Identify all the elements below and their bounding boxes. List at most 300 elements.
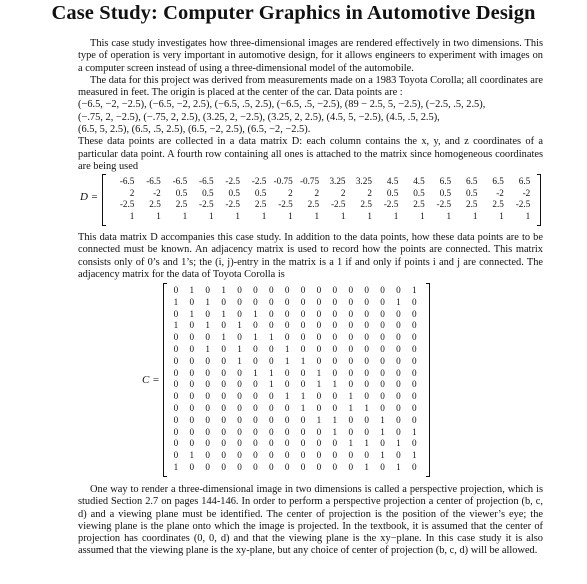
matrix-d-cell: -2.5 (119, 199, 135, 210)
matrix-d-cell: 2.5 (492, 199, 504, 210)
matrix-c-cell: 0 (173, 332, 179, 343)
matrix-c-cell: 1 (284, 343, 290, 354)
matrix-c-cell: 1 (364, 438, 369, 449)
matrix-c-cell: 0 (380, 367, 385, 378)
matrix-c-cell: 1 (332, 414, 338, 425)
matrix-c-cell: 0 (348, 355, 354, 366)
matrix-d-cell: 2.5 (465, 199, 478, 210)
matrix-c-cell: 0 (268, 438, 274, 449)
matrix-c-cell: 1 (364, 402, 369, 413)
matrix-c-cell: 0 (396, 367, 401, 378)
matrix-c-cell: 0 (173, 367, 179, 378)
matrix-c-cell: 1 (237, 355, 242, 366)
matrix-c-cell: 0 (189, 320, 195, 331)
matrix-c-cell: 0 (364, 296, 369, 307)
matrix-c-cell: 0 (205, 461, 211, 472)
matrix-c-cell: 0 (380, 308, 385, 319)
matrix-c-cell: 1 (396, 438, 401, 449)
matrix-c-cell: 0 (412, 308, 417, 319)
intro-section (78, 38, 543, 173)
matrix-c-cell: 0 (316, 402, 322, 413)
matrix-d-cell: -2 (496, 187, 504, 198)
matrix-c-cell: 0 (316, 308, 322, 319)
matrix-c-cell: 0 (396, 379, 401, 390)
matrix-d-cell: -2.5 (436, 199, 452, 210)
matrix-c-row (168, 391, 422, 403)
matrix-d-cell: -2 (522, 187, 531, 198)
matrix-c-cell: 1 (380, 426, 385, 437)
data-points-line: (−6.5, −2, −2.5), (−6.5, −2, 2.5), (−6.5, .5, 2.5), (−6.5, .5, −2.5), (89 − 2.5, 5, −2.5), (−2.5, .5, 2.5), (78, 99, 486, 111)
matrix-c-cell: 0 (332, 332, 338, 343)
matrix-d-cell: 6.5 (439, 176, 452, 186)
matrix-d-cell: 1 (261, 210, 267, 221)
matrix-d-table (108, 176, 530, 222)
matrix-c-cell: 0 (189, 332, 195, 343)
matrix-c-cell: 1 (189, 285, 195, 295)
matrix-c-cell: 0 (189, 402, 195, 413)
matrix-c-cell: 1 (364, 461, 369, 472)
matrix-c-cell: 0 (173, 438, 179, 449)
matrix-c-cell: 0 (253, 391, 258, 402)
matrix-c-cell: 0 (253, 355, 258, 366)
matrix-c-cell: 1 (253, 332, 258, 343)
matrix-c-cell: 0 (268, 402, 274, 413)
matrix-d-cell: 0.5 (254, 187, 267, 198)
matrix-c-cell: 0 (396, 426, 401, 437)
matrix-c-cell: 0 (268, 414, 274, 425)
matrix-d-cell: 4.5 (413, 176, 425, 186)
matrix-c-row (168, 403, 422, 415)
matrix-d-cell: 2.5 (360, 199, 372, 210)
matrix-c-cell: 1 (412, 285, 417, 295)
matrix-c-cell: 0 (300, 285, 306, 295)
matrix-c-cell: 0 (364, 379, 369, 390)
matrix-c-cell: 0 (173, 414, 179, 425)
matrix-c-cell: 0 (284, 332, 290, 343)
matrix-c-cell: 0 (316, 391, 322, 402)
matrix-c-cell: 1 (316, 367, 322, 378)
matrix-c-cell: 0 (253, 343, 258, 354)
matrix-c-cell: 0 (348, 308, 354, 319)
matrix-d-cell: -6.5 (146, 176, 161, 186)
matrix-d-cell: 1 (446, 210, 452, 221)
matrix-c-row (168, 368, 422, 380)
matrix-c-cell: 0 (221, 461, 226, 472)
matrix-c-cell: 0 (237, 308, 242, 319)
data-points-line: (−.75, 2, −2.5), (−.75, 2, 2.5), (3.25, 2, −2.5), (3.25, 2, 2.5), (4.5, 5, −2.5), (4.5, .5, 2.5), (78, 111, 440, 123)
matrix-d-cell: 2.5 (307, 199, 320, 210)
matrix-c-row (168, 427, 422, 439)
matrix-c-cell: 0 (221, 426, 226, 437)
matrix-c-cell: 0 (237, 402, 242, 413)
projection-paragraph: One way to render a three-dimensional image in two dimensions is called a perspective projection, which is studied Section 2.7 on pages 144-146. In order to perform a perspective projection a center of projection (b, c, d) and a viewing plane must be identified. The center of projection is the position of the viewer’s eye; the viewing plane is the plane onto which the image is projected. In the textbook, it is assumed that the center of projection has coordinates (0, 0, d) and that the viewing plane is the xy−plane. In this case study it is also assumed that the viewing plane is the xy-plane, but any choice of center of projection (b, c, d) will be allowed. (78, 484, 543, 557)
matrix-c-row (168, 438, 422, 450)
matrix-c-cell: 0 (364, 367, 369, 378)
matrix-c-cell: 0 (316, 461, 322, 472)
matrix-c-cell: 0 (348, 332, 354, 343)
matrix-c-cell: 1 (268, 379, 274, 390)
matrix-c-cell: 1 (221, 308, 226, 319)
matrix-c-cell: 1 (348, 438, 354, 449)
matrix-c-cell: 0 (189, 379, 195, 390)
matrix-c-cell: 0 (364, 450, 369, 461)
matrix-c-cell: 1 (237, 343, 242, 354)
matrix-c-cell: 0 (380, 379, 385, 390)
matrix-c-cell: 0 (348, 296, 354, 307)
matrix-c-cell: 0 (268, 285, 274, 295)
matrix-c-cell: 0 (205, 391, 211, 402)
matrix-d-cell: 6.5 (465, 176, 478, 186)
matrix-c-cell: 1 (412, 450, 417, 461)
matrix-c-cell: 0 (364, 426, 369, 437)
matrix-c-cell: 1 (316, 379, 322, 390)
matrix-c-cell: 0 (237, 332, 242, 343)
matrix-c-cell: 0 (412, 332, 417, 343)
matrix-c-cell: 0 (237, 285, 242, 295)
matrix-d-cell: 1 (314, 210, 320, 221)
matrix-c-cell: 0 (332, 285, 338, 295)
matrix-c-cell: 0 (364, 343, 369, 354)
matrix-c-cell: 0 (253, 438, 258, 449)
matrix-d-cell: 6.5 (492, 176, 504, 186)
matrix-c-cell: 1 (332, 379, 338, 390)
matrix-d-cell: 1 (182, 210, 188, 221)
matrix-c-cell: 0 (237, 391, 242, 402)
matrix-c-cell: 0 (284, 367, 290, 378)
matrix-c-cell: 0 (284, 450, 290, 461)
matrix-d-cell: 3.25 (329, 176, 346, 186)
matrix-d-cell: 2 (314, 187, 320, 198)
matrix-c-cell: 0 (396, 308, 401, 319)
matrix-c-cell: 0 (205, 426, 211, 437)
matrix-c-row (168, 462, 422, 474)
matrix-c-cell: 0 (332, 438, 338, 449)
matrix-c-cell: 1 (173, 320, 179, 331)
matrix-c-row (168, 332, 422, 344)
matrix-c-cell: 1 (412, 426, 417, 437)
matrix-c-cell: 0 (348, 367, 354, 378)
matrix-c-cell: 0 (348, 450, 354, 461)
matrix-d-cell: -2.5 (278, 199, 293, 210)
matrix-c-cell: 0 (237, 438, 242, 449)
matrix-c-cell: 0 (189, 438, 195, 449)
matrix-c-cell: 0 (205, 402, 211, 413)
matrix-c-cell: 0 (189, 461, 195, 472)
matrix-c-cell: 0 (396, 332, 401, 343)
matrix-d-right-bracket (537, 174, 541, 226)
matrix-c-cell: 0 (268, 296, 274, 307)
matrix-c-row (168, 450, 422, 462)
matrix-d-cell: -6.5 (119, 176, 135, 186)
matrix-c-cell: 0 (284, 461, 290, 472)
matrix-c-cell: 1 (348, 402, 354, 413)
matrix-c-cell: 0 (205, 355, 211, 366)
matrix-c-cell: 1 (284, 355, 290, 366)
matrix-c-cell: 0 (412, 391, 417, 402)
matrix-d-cell: 0.5 (439, 187, 452, 198)
matrix-c-cell: 0 (221, 355, 226, 366)
matrix-c-cell: 0 (412, 320, 417, 331)
matrix-c-cell: 0 (221, 343, 226, 354)
matrix-c-cell: 0 (396, 450, 401, 461)
matrix-c-cell: 0 (332, 355, 338, 366)
matrix-c-cell: 0 (237, 414, 242, 425)
matrix-c-cell: 1 (221, 285, 226, 295)
matrix-d-cell: -2.5 (199, 199, 214, 210)
matrix-d-cell: 2 (340, 187, 346, 198)
matrix-c-cell: 1 (284, 391, 290, 402)
matrix-d-cell: 0.5 (202, 187, 214, 198)
matrix-c-cell: 0 (316, 343, 322, 354)
matrix-c-cell: 0 (316, 320, 322, 331)
matrix-d-cell: 1 (420, 210, 425, 221)
matrix-c-cell: 1 (316, 414, 322, 425)
matrix-d-cell: -2.5 (225, 199, 240, 210)
matrix-d-cell: 4.5 (386, 176, 399, 186)
matrix-c-cell: 0 (348, 320, 354, 331)
matrix-c-label: C = (142, 374, 160, 386)
matrix-c-cell: 0 (237, 296, 242, 307)
matrix-c-cell: 0 (300, 461, 306, 472)
matrix-c-cell: 0 (253, 461, 258, 472)
matrix-c-cell: 0 (348, 426, 354, 437)
matrix-c-cell: 0 (332, 450, 338, 461)
matrix-c-cell: 0 (300, 308, 306, 319)
matrix-c-cell: 0 (268, 343, 274, 354)
matrix-c-cell: 0 (412, 414, 417, 425)
matrix-c-cell: 0 (380, 391, 385, 402)
matrix-d-cell: -2.5 (225, 176, 240, 186)
matrix-c-cell: 0 (253, 296, 258, 307)
matrix-c-cell: 0 (189, 355, 195, 366)
matrix-c-cell: 0 (221, 367, 226, 378)
matrix-c-cell: 0 (396, 391, 401, 402)
matrix-c-cell: 1 (205, 296, 211, 307)
matrix-c-cell: 0 (316, 285, 322, 295)
matrix-c-cell: 0 (173, 285, 179, 295)
matrix-c-cell: 0 (364, 414, 369, 425)
matrix-c-cell: 1 (221, 332, 226, 343)
matrix-c-cell: 0 (380, 332, 385, 343)
matrix-d-row (108, 211, 530, 223)
matrix-c-cell: 0 (380, 461, 385, 472)
intro-paragraph: This case study investigates how three-dimensional images are rendered effectively in two dimensions. This type of operation is very important in automotive design, for it allows engineers to experiment with images on a computer screen instead of using a three-dimensional model of the automobile. (78, 38, 543, 74)
matrix-c-row (168, 309, 422, 321)
matrix-c-cell: 0 (380, 343, 385, 354)
matrix-c-cell: 0 (396, 402, 401, 413)
matrix-c-cell: 0 (332, 343, 338, 354)
matrix-c-cell: 0 (205, 450, 211, 461)
matrix-c-cell: 1 (268, 367, 274, 378)
matrix-d-cell: 6.5 (518, 176, 531, 186)
matrix-c-cell: 0 (412, 343, 417, 354)
matrix-d-cell: -2 (153, 187, 161, 198)
matrix-d-cell: 1 (499, 210, 504, 221)
matrix-c-cell: 0 (284, 426, 290, 437)
matrix-c-cell: 0 (332, 367, 338, 378)
matrix-c-cell: 0 (364, 308, 369, 319)
page-title: Case Study: Computer Graphics in Automotive Design (51, 2, 536, 24)
matrix-d-cell: 1 (129, 210, 135, 221)
matrix-c-cell: 0 (332, 461, 338, 472)
matrix-c-cell: 0 (332, 296, 338, 307)
matrix-c-cell: 0 (205, 379, 211, 390)
matrix-c-cell: 0 (173, 308, 179, 319)
matrix-c-cell: 0 (284, 379, 290, 390)
matrix-c-cell: 0 (284, 308, 290, 319)
matrix-c-cell: 0 (173, 343, 179, 354)
matrix-c-cell: 0 (396, 285, 401, 295)
matrix-c-cell: 1 (396, 296, 401, 307)
matrix-c-cell: 0 (221, 450, 226, 461)
matrix-c-cell: 0 (412, 355, 417, 366)
matrix-d-cell: 1 (235, 210, 240, 221)
matrix-c-cell: 0 (332, 308, 338, 319)
matrix-c-cell: 0 (300, 379, 306, 390)
matrix-c-cell: 1 (348, 391, 354, 402)
matrix-c-cell: 0 (316, 296, 322, 307)
matrix-c-cell: 1 (380, 414, 385, 425)
matrix-c-cell: 0 (205, 367, 211, 378)
matrix-c-cell: 0 (396, 355, 401, 366)
matrix-c-cell: 0 (173, 379, 179, 390)
matrix-c-cell: 0 (221, 320, 226, 331)
matrix-c-cell: 0 (348, 461, 354, 472)
matrix-c-cell: 0 (348, 414, 354, 425)
adjacency-paragraph: This data matrix D accompanies this case study. In addition to the data points, how these data points are to be connected must be known. An adjacency matrix is used to record how the points are connected. This matrix consists only of 0’s and 1’s; the (i, j)-entry in the matrix is a 1 if and only if points i and j are connected. The adjacency matrix for the data of Toyota Corolla is (78, 232, 543, 280)
matrix-c-cell: 0 (300, 450, 306, 461)
data-points-line: (6.5, 5, 2.5), (6.5, .5, 2.5), (6.5, −2, 2.5), (6.5, −2, −2.5). (78, 124, 311, 136)
matrix-d-cell: 0.5 (228, 187, 240, 198)
matrix-c-cell: 1 (396, 461, 401, 472)
matrix-c-cell: 0 (412, 379, 417, 390)
matrix-c-cell: 0 (284, 414, 290, 425)
matrix-d-cell: -6.5 (172, 176, 188, 186)
matrix-c-cell: 0 (380, 402, 385, 413)
matrix-c-cell: 0 (412, 367, 417, 378)
matrix-c-cell: 0 (268, 355, 274, 366)
matrix-c-cell: 1 (268, 332, 274, 343)
data-matrix-paragraph: These data points are collected in a data matrix D: each column contains the x, y, and z coordinates of a particular data point. A fourth row containing all ones is attached to the matrix since homogeneous coordinates are being used (78, 136, 543, 172)
matrix-c-cell: 0 (348, 343, 354, 354)
matrix-c-cell: 0 (189, 343, 195, 354)
matrix-d-cell: 1 (472, 210, 478, 221)
matrix-d-row (108, 176, 530, 188)
matrix-c-cell: 1 (253, 367, 258, 378)
matrix-c-cell: 0 (300, 320, 306, 331)
matrix-c-cell: 0 (300, 426, 306, 437)
matrix-c-row (168, 379, 422, 391)
matrix-c-cell: 0 (253, 414, 258, 425)
matrix-c-cell: 0 (189, 414, 195, 425)
matrix-c-cell: 0 (189, 367, 195, 378)
matrix-d-cell: -2.5 (383, 199, 399, 210)
data-source-paragraph: The data for this project was derived from measurements made on a 1983 Toyota Corolla; all coordinates are measured in feet. The origin is placed at the center of the car. Data points are : (78, 74, 543, 99)
matrix-c-cell: 0 (380, 296, 385, 307)
matrix-c-cell: 1 (189, 308, 195, 319)
matrix-c-cell: 0 (221, 391, 226, 402)
matrix-c-cell: 0 (237, 379, 242, 390)
matrix-c-cell: 1 (300, 355, 306, 366)
matrix-d-cell: 3.25 (355, 176, 372, 186)
matrix-c-cell: 0 (189, 391, 195, 402)
matrix-c-cell: 0 (332, 320, 338, 331)
matrix-c-cell: 0 (316, 426, 322, 437)
matrix-c-cell: 0 (268, 426, 274, 437)
matrix-c-cell: 0 (221, 414, 226, 425)
matrix-c-cell: 0 (300, 438, 306, 449)
matrix-c-cell: 0 (284, 438, 290, 449)
matrix-d-row (108, 199, 530, 211)
matrix-c-cell: 0 (396, 414, 401, 425)
matrix-c-cell: 0 (300, 414, 306, 425)
matrix-c-cell: 0 (205, 414, 211, 425)
matrix-c-cell: 0 (253, 402, 258, 413)
matrix-c-left-bracket (163, 283, 167, 477)
matrix-d-label: D = (80, 191, 99, 203)
matrix-c-cell: 1 (173, 461, 179, 472)
matrix-c-cell: 0 (380, 320, 385, 331)
matrix-c-cell: 0 (173, 391, 179, 402)
matrix-c-cell: 0 (332, 402, 338, 413)
matrix-c-cell: 0 (205, 285, 211, 295)
matrix-c-row (168, 285, 422, 297)
matrix-c-cell: 0 (221, 438, 226, 449)
matrix-d-cell: 0.5 (465, 187, 478, 198)
matrix-c-cell: 0 (412, 296, 417, 307)
matrix-c-cell: 0 (268, 391, 274, 402)
matrix-d-cell: -2.5 (251, 176, 267, 186)
matrix-c-cell: 1 (253, 308, 258, 319)
matrix-d-cell: 2.5 (254, 199, 267, 210)
matrix-d-cell: 2.5 (175, 199, 188, 210)
matrix-c-cell: 0 (268, 461, 274, 472)
matrix-d-cell: -0.75 (273, 176, 293, 186)
matrix-c-cell: 0 (237, 426, 242, 437)
matrix-d-cell: 0.5 (413, 187, 425, 198)
matrix-c-row (168, 297, 422, 309)
matrix-c-cell: 0 (237, 461, 242, 472)
matrix-d-cell: 1 (525, 210, 531, 221)
matrix-c-cell: 0 (380, 285, 385, 295)
matrix-c-cell: 0 (237, 450, 242, 461)
matrix-c-cell: 0 (253, 450, 258, 461)
matrix-c-cell: 0 (205, 308, 211, 319)
matrix-c-cell: 0 (332, 391, 338, 402)
matrix-d-cell: -6.5 (199, 176, 214, 186)
matrix-c-row (168, 320, 422, 332)
matrix-c-cell: 0 (173, 402, 179, 413)
matrix-c-cell: 0 (205, 438, 211, 449)
matrix-c-cell: 0 (412, 438, 417, 449)
matrix-c-cell: 0 (316, 438, 322, 449)
matrix-d-left-bracket (102, 174, 106, 226)
matrix-c-cell: 0 (364, 285, 369, 295)
matrix-c-cell: 1 (205, 320, 211, 331)
matrix-d-cell: 1 (340, 210, 346, 221)
matrix-d-cell: 2 (288, 187, 293, 198)
matrix-d-cell: 2 (367, 187, 372, 198)
matrix-c-cell: 0 (205, 332, 211, 343)
matrix-c-cell: 0 (396, 343, 401, 354)
matrix-d-cell: -2.5 (515, 199, 531, 210)
projection-section (78, 484, 543, 558)
matrix-c-cell: 0 (316, 332, 322, 343)
matrix-d-cell: -2.5 (330, 199, 346, 210)
matrix-c-cell: 0 (284, 296, 290, 307)
matrix-c-cell: 0 (316, 355, 322, 366)
matrix-c-cell: 1 (237, 320, 242, 331)
